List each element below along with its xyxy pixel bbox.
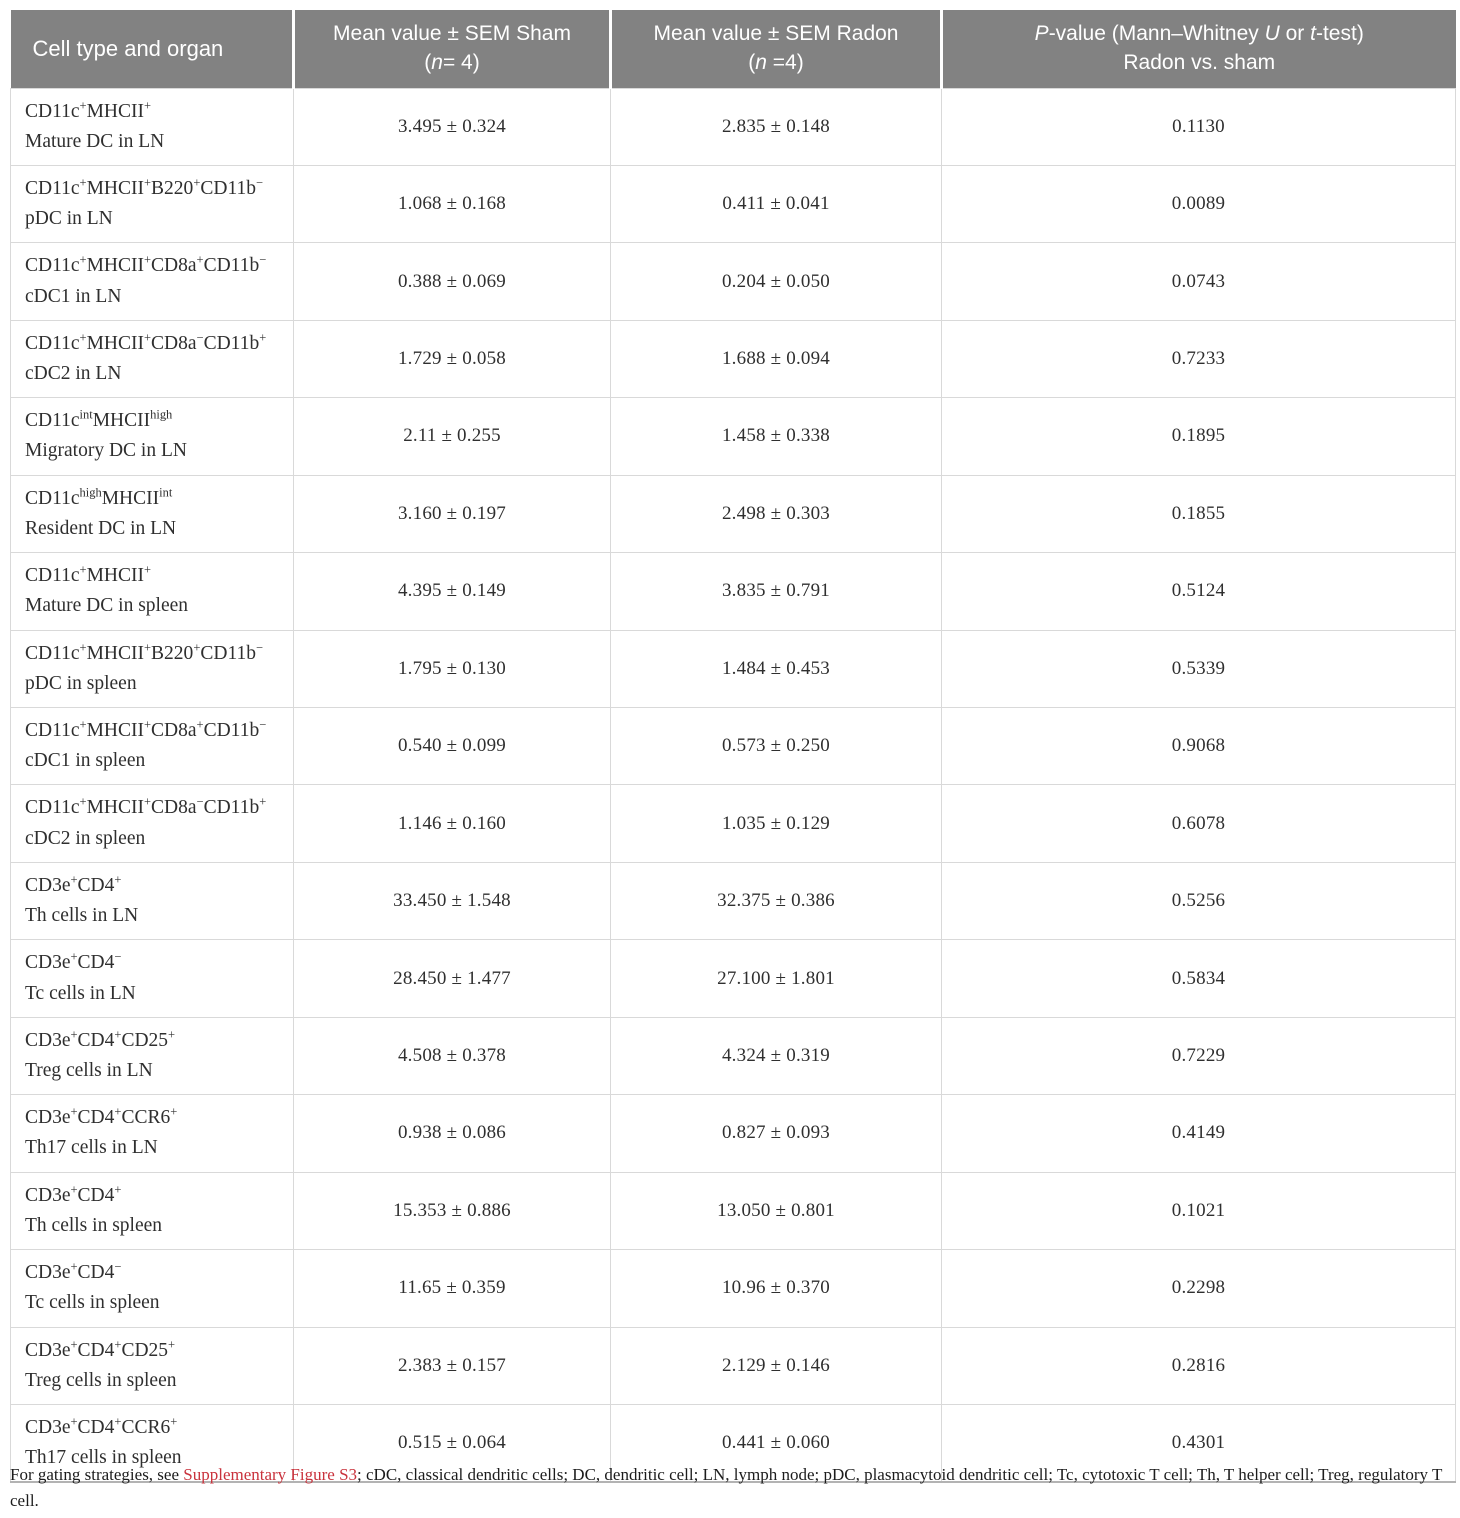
p-value: 0.1855: [942, 475, 1456, 552]
sham-value: 1.795 ± 0.130: [294, 630, 611, 707]
cell-organ-label: cDC2 in spleen: [25, 827, 146, 849]
p-value: 0.0743: [942, 243, 1456, 320]
cell-organ-label: Th17 cells in spleen: [25, 1447, 182, 1469]
cell-type-markers: CD3e+CD4+CD25+: [25, 1337, 176, 1361]
radon-value: 2.835 ± 0.148: [611, 88, 942, 165]
cell-organ-label: Mature DC in spleen: [25, 595, 189, 617]
sham-value: 4.395 ± 0.149: [294, 553, 611, 630]
cell-type-and-organ: [11, 1017, 294, 1094]
cell-organ-label: cDC1 in LN: [25, 285, 122, 307]
supplementary-figure-link[interactable]: Supplementary Figure S3: [183, 1465, 358, 1484]
table-footnote: [10, 1462, 1456, 1515]
data-table: [10, 10, 1456, 1483]
cell-organ-label: Th cells in LN: [25, 905, 139, 927]
sham-value: 28.450 ± 1.477: [294, 940, 611, 1017]
radon-value: 0.411 ± 0.041: [611, 165, 942, 242]
radon-value: 1.458 ± 0.338: [611, 398, 942, 475]
cell-type-markers: CD3e+CD4+CCR6+: [25, 1104, 178, 1129]
cell-type-markers: CD3e+CD4+CD25+: [25, 1027, 176, 1051]
table-row: [11, 862, 1456, 939]
p-value: 0.0089: [942, 165, 1456, 242]
radon-value: 32.375 ± 0.386: [611, 862, 942, 939]
sham-value: 2.11 ± 0.255: [294, 398, 611, 475]
cell-type-markers: CD11c+MHCII+CD8a−CD11b+: [25, 794, 267, 819]
cell-type-and-organ: [11, 940, 294, 1017]
cell-organ-label: pDC in spleen: [25, 672, 137, 694]
sham-value: 1.729 ± 0.058: [294, 320, 611, 397]
table-row: [11, 1017, 1456, 1094]
cell-type-and-organ: [11, 165, 294, 242]
cell-type-and-organ: [11, 1250, 294, 1327]
radon-value: 1.035 ± 0.129: [611, 785, 942, 862]
cell-type-and-organ: [11, 553, 294, 630]
header-mean-sem-radon: [611, 10, 942, 88]
cell-type-and-organ: [11, 630, 294, 707]
cell-organ-label: Resident DC in LN: [25, 517, 177, 539]
cell-organ-label: Treg cells in LN: [25, 1059, 153, 1081]
cell-type-markers: CD3e+CD4+: [25, 1182, 122, 1206]
cell-type-markers: CD11c+MHCII+: [25, 562, 152, 587]
p-value: 0.2816: [942, 1327, 1456, 1404]
table-row: [11, 88, 1456, 165]
table-row: [11, 1327, 1456, 1404]
radon-value: 2.129 ± 0.146: [611, 1327, 942, 1404]
header-row: [11, 10, 1456, 88]
p-value: 0.5339: [942, 630, 1456, 707]
table-body: [11, 88, 1456, 1482]
header-sublabel: Radon vs. sham: [1123, 50, 1276, 74]
table-container: [10, 10, 1456, 1483]
cell-type-markers: CD11c+MHCII+CD8a+CD11b−: [25, 252, 267, 277]
p-value: 0.5834: [942, 940, 1456, 1017]
sham-value: 33.450 ± 1.548: [294, 862, 611, 939]
cell-type-and-organ: [11, 398, 294, 475]
p-value: 0.4301: [942, 1404, 1456, 1482]
cell-type-and-organ: [11, 1327, 294, 1404]
table-row: [11, 553, 1456, 630]
cell-type-markers: CD11c+MHCII+: [25, 98, 152, 122]
header-p-value: [942, 10, 1456, 88]
table-header: [11, 10, 1456, 88]
header-sublabel: (n =4): [748, 50, 804, 74]
p-value: 0.2298: [942, 1250, 1456, 1327]
p-value: 0.7233: [942, 320, 1456, 397]
cell-type-and-organ: [11, 243, 294, 320]
sham-value: 15.353 ± 0.886: [294, 1172, 611, 1249]
cell-type-markers: CD11c+MHCII+B220+CD11b−: [25, 640, 264, 664]
p-value: 0.1021: [942, 1172, 1456, 1249]
cell-type-and-organ: [11, 862, 294, 939]
cell-type-and-organ: [11, 1095, 294, 1172]
cell-organ-label: cDC2 in LN: [25, 363, 122, 385]
table-row: [11, 475, 1456, 552]
cell-type-and-organ: [11, 475, 294, 552]
p-value: 0.5124: [942, 553, 1456, 630]
table-row: [11, 320, 1456, 397]
cell-type-markers: CD11c+MHCII+CD8a+CD11b−: [25, 717, 267, 741]
header-label: P-value (Mann–Whitney U or t-test): [1034, 22, 1364, 46]
header-label: Cell type and organ: [32, 35, 224, 61]
table-row: [11, 1095, 1456, 1172]
radon-value: 4.324 ± 0.319: [611, 1017, 942, 1094]
cell-type-markers: $CD11c^{high}MHCII^{int}$: [25, 485, 173, 509]
p-value: 0.9068: [942, 708, 1456, 785]
footnote-text-after: ; cDC, classical dendritic cells; DC, dendritic cell; LN, lymph node; pDC, plasmacytoid dendritic cell; Tc, cytotoxic T cell; Th, T helper cell; Treg, regulatory T cell.: [10, 1465, 1443, 1511]
radon-value: 2.498 ± 0.303: [611, 475, 942, 552]
sham-value: 0.938 ± 0.086: [294, 1095, 611, 1172]
header-cell-type-and-organ: [11, 10, 294, 88]
cell-type-markers: CD3e+CD4−: [25, 949, 122, 974]
cell-type-markers: CD3e+CD4+CCR6+: [25, 1414, 178, 1438]
radon-value: 0.573 ± 0.250: [611, 708, 942, 785]
table-row: [11, 940, 1456, 1017]
cell-organ-label: Th17 cells in LN: [25, 1137, 158, 1159]
table-row: [11, 708, 1456, 785]
cell-type-markers: CD11c+MHCII+B220+CD11b−: [25, 175, 264, 199]
table-row: [11, 785, 1456, 862]
p-value: 0.6078: [942, 785, 1456, 862]
cell-organ-label: Th cells in spleen: [25, 1214, 163, 1236]
cell-type-and-organ: [11, 88, 294, 165]
cell-type-markers: CD3e+CD4+: [25, 872, 122, 896]
header-label: Mean value ± SEM Radon: [653, 22, 899, 46]
sham-value: 1.146 ± 0.160: [294, 785, 611, 862]
p-value: 0.1130: [942, 88, 1456, 165]
table-row: [11, 165, 1456, 242]
radon-value: 0.441 ± 0.060: [611, 1404, 942, 1482]
sham-value: 3.495 ± 0.324: [294, 88, 611, 165]
p-value: 0.4149: [942, 1095, 1456, 1172]
header-label: Mean value ± SEM Sham: [333, 22, 571, 46]
cell-organ-label: Tc cells in spleen: [25, 1292, 160, 1314]
cell-type-markers: CD11c+MHCII+CD8a−CD11b+: [25, 330, 267, 354]
cell-type-markers: CD3e+CD4−: [25, 1259, 122, 1284]
table-row: [11, 243, 1456, 320]
cell-organ-label: Tc cells in LN: [25, 982, 136, 1004]
footnote-text-before: For gating strategies, see: [10, 1465, 184, 1484]
cell-type-markers: $CD11c^{int}MHCII^{high}$: [25, 407, 173, 432]
table-row: [11, 398, 1456, 475]
radon-value: 10.96 ± 0.370: [611, 1250, 942, 1327]
header-mean-sem-sham: [294, 10, 611, 88]
cell-type-and-organ: [11, 708, 294, 785]
table-row: [11, 1250, 1456, 1327]
radon-value: 3.835 ± 0.791: [611, 553, 942, 630]
sham-value: 0.540 ± 0.099: [294, 708, 611, 785]
radon-value: 0.827 ± 0.093: [611, 1095, 942, 1172]
table-row: [11, 630, 1456, 707]
radon-value: 13.050 ± 0.801: [611, 1172, 942, 1249]
p-value: 0.1895: [942, 398, 1456, 475]
cell-type-and-organ: [11, 320, 294, 397]
header-sublabel: (n= 4): [424, 50, 480, 74]
cell-organ-label: pDC in LN: [25, 208, 113, 230]
table-row: [11, 1172, 1456, 1249]
p-value: 0.5256: [942, 862, 1456, 939]
radon-value: 27.100 ± 1.801: [611, 940, 942, 1017]
sham-value: 3.160 ± 0.197: [294, 475, 611, 552]
cell-organ-label: cDC1 in spleen: [25, 750, 146, 772]
sham-value: 4.508 ± 0.378: [294, 1017, 611, 1094]
radon-value: 0.204 ± 0.050: [611, 243, 942, 320]
cell-organ-label: Mature DC in LN: [25, 130, 165, 152]
cell-organ-label: Treg cells in spleen: [25, 1369, 177, 1391]
sham-value: 0.515 ± 0.064: [294, 1404, 611, 1482]
radon-value: 1.484 ± 0.453: [611, 630, 942, 707]
sham-value: 11.65 ± 0.359: [294, 1250, 611, 1327]
radon-value: 1.688 ± 0.094: [611, 320, 942, 397]
sham-value: 2.383 ± 0.157: [294, 1327, 611, 1404]
cell-type-and-organ: [11, 1172, 294, 1249]
sham-value: 1.068 ± 0.168: [294, 165, 611, 242]
cell-organ-label: Migratory DC in LN: [25, 440, 187, 462]
p-value: 0.7229: [942, 1017, 1456, 1094]
cell-type-and-organ: [11, 785, 294, 862]
sham-value: 0.388 ± 0.069: [294, 243, 611, 320]
